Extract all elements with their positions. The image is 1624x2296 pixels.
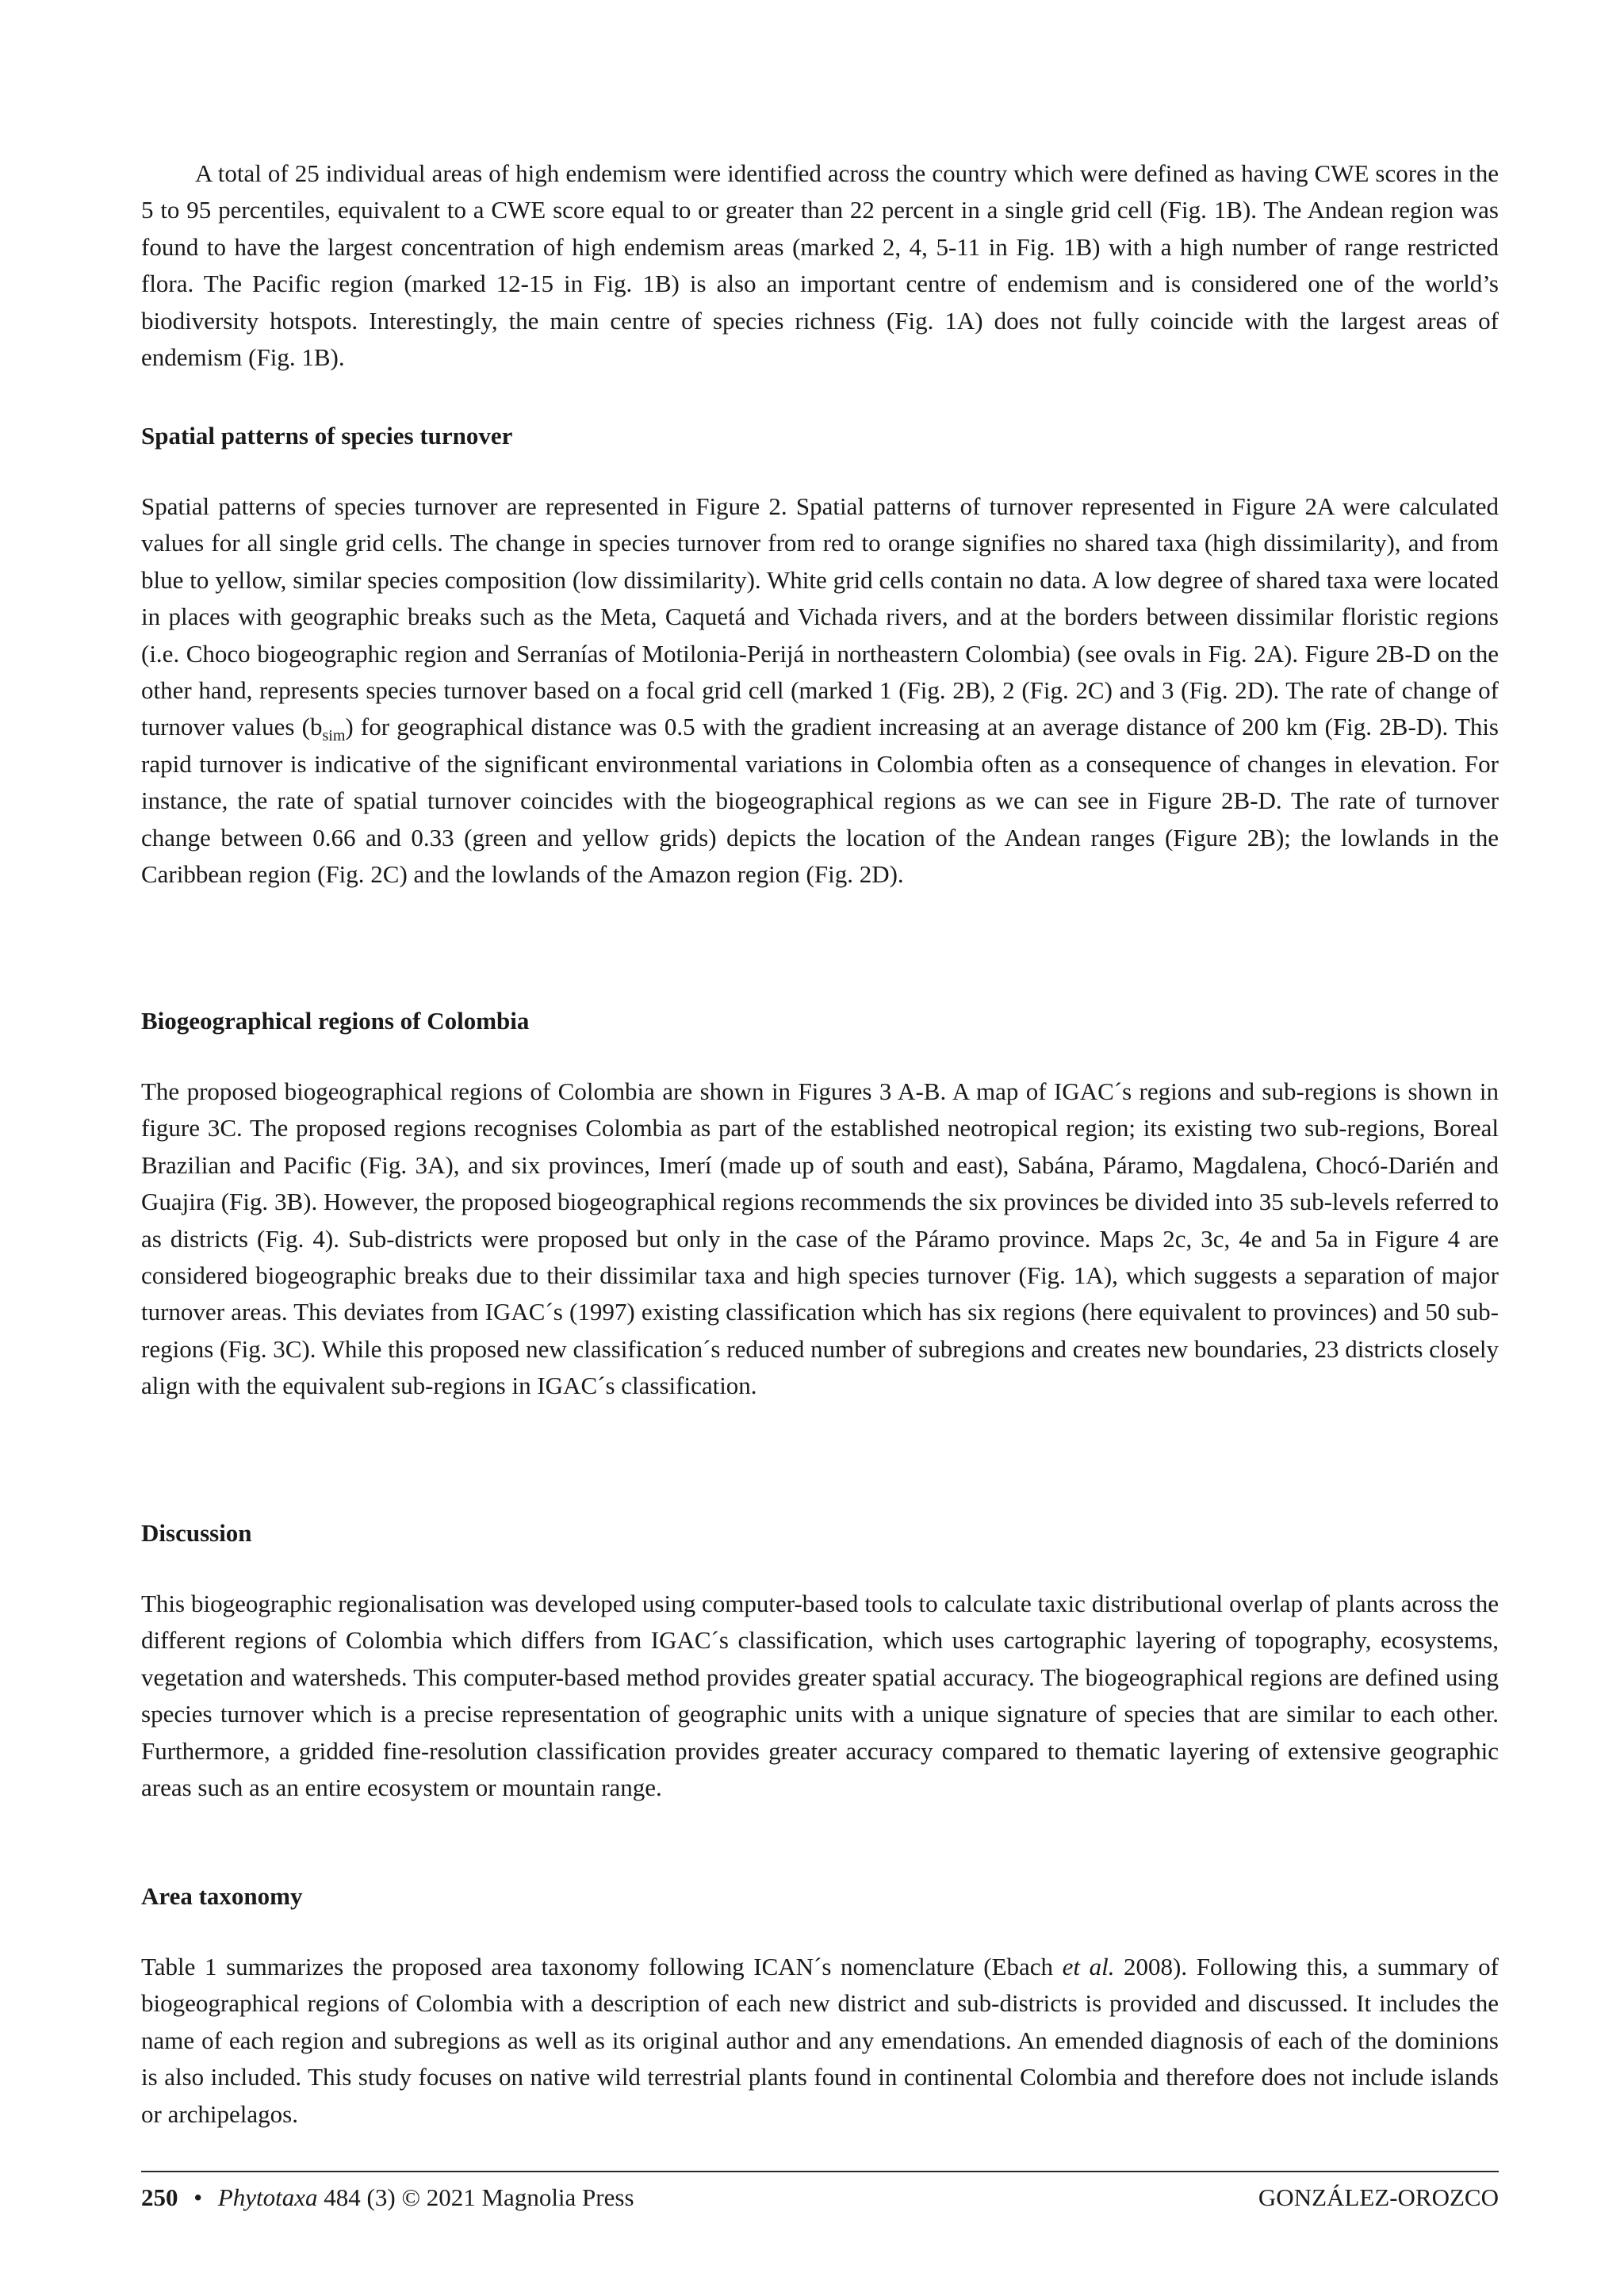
turnover-text-a: Spatial patterns of species turnover are represented in Figure 2. Spatial patterns of turnover represented in Figure 2A were calculated values for all single grid cells. The change in species turnover from red to orange signifies no shared taxa (high dissimilarity), and from blue to yellow, similar species composition (low dissimilarity). White grid cells contain no data. A low degree of shared taxa were located in places with geographic breaks such as the Meta, Caquetá and Vichada rivers, and at the borders between dissimilar floristic regions (i.e. Choco biogeographic region and Serranías of Motilonia-Perijá in northeastern Colombia) (see ovals in Fig. 2A). Figure 2B-D on the other hand, represents species turnover based on a focal grid cell (marked 1 (Fig. 2B), 2 (Fig. 2C) and 3 (Fig. 2D). The rate of change of turnover values (b — [141, 492, 1499, 741]
journal-citation: 484 (3) © 2021 Magnolia Press — [317, 2183, 634, 2211]
taxonomy-paragraph-block — [141, 1949, 1499, 2133]
discussion-paragraph-block — [141, 1586, 1499, 1806]
regions-heading-block — [141, 1005, 1499, 1037]
taxonomy-paragraph — [141, 1949, 1499, 2133]
endemism-paragraph-block — [141, 155, 1499, 376]
taxonomy-heading: Area taxonomy — [141, 1882, 303, 1910]
turnover-paragraph — [141, 488, 1499, 893]
taxonomy-text-b: 2008). Following this, a summary of biogeographical regions of Colombia with a description of each new district and sub-districts is provided and discussed. It includes the name of each region and subregions as well as its original author and any emendations. An emended diagnosis of each of the dominions is also included. This study focuses on native wild terrestrial plants found in continental Colombia and therefore does not include islands or archipelagos. — [141, 1953, 1499, 2128]
taxonomy-heading-block — [141, 1881, 1499, 1912]
turnover-heading: Spatial patterns of species turnover — [141, 422, 513, 450]
footer-bullet: • — [193, 2183, 203, 2211]
turnover-text-b: ) for geographical distance was 0.5 with the gradient increasing at an average distance of 200 km (Fig. 2B-D). This rapid turnover is indicative of the significant environmental variations in Colombia often as a consequence of changes in elevation. For instance, the rate of spatial turnover coincides with the biogeographical regions as we can see in Figure 2B-D. The rate of turnover change between 0.66 and 0.33 (green and yellow grids) depicts the location of the Andean ranges (Figure 2B); the lowlands in the Caribbean region (Fig. 2C) and the lowlands of the Amazon region (Fig. 2D). — [141, 713, 1499, 889]
regions-heading: Biogeographical regions of Colombia — [141, 1007, 530, 1035]
discussion-heading-block — [141, 1517, 1499, 1549]
taxonomy-text-a: Table 1 summarizes the proposed area taxonomy following ICAN´s nomenclature (Ebach — [141, 1953, 1063, 1980]
page-footer — [141, 2182, 1499, 2214]
taxonomy-etal: et al. — [1062, 1953, 1115, 1980]
footer-rule — [141, 2171, 1499, 2172]
turnover-subscript: sim — [322, 727, 346, 745]
journal-name: Phytotaxa — [217, 2183, 318, 2211]
footer-left — [141, 2182, 634, 2214]
regions-paragraph-block — [141, 1073, 1499, 1405]
regions-paragraph: The proposed biogeographical regions of Colombia are shown in Figures 3 A-B. A map of IGAC´s regions and sub-regions is shown in figure 3C. The proposed regions recognises Colombia as part of the established neotropical region; its existing two sub-regions, Boreal Brazilian and Pacific (Fig. 3A), and six provinces, Imerí (made up of south and east), Sabána, Páramo, Magdalena, Chocó-Darién and Guajira (Fig. 3B). However, the proposed biogeographical regions recommends the six provinces be divided into 35 sub-levels referred to as districts (Fig. 4). Sub-districts were proposed but only in the case of the Páramo province. Maps 2c, 3c, 4e and 5a in Figure 4 are considered biogeographic breaks due to their dissimilar taxa and high species turnover (Fig. 1A), which suggests a separation of major turnover areas. This deviates from IGAC´s (1997) existing classification which has six regions (here equivalent to provinces) and 50 sub-regions (Fig. 3C). While this proposed new classification´s reduced number of subregions and creates new boundaries, 23 districts closely align with the equivalent sub-regions in IGAC´s classification. — [141, 1077, 1499, 1400]
turnover-paragraph-block — [141, 488, 1499, 893]
discussion-paragraph: This biogeographic regionalisation was developed using computer-based tools to calculate taxic distributional overlap of plants across the different regions of Colombia which differs from IGAC´s classification, which uses cartographic layering of topography, ecosystems, vegetation and watersheds. This computer-based method provides greater spatial accuracy. The biogeographical regions are defined using species turnover which is a precise representation of geographic units with a unique signature of species that are similar to each other. Furthermore, a gridded fine-resolution classification provides greater accuracy compared to thematic layering of extensive geographic areas such as an entire ecosystem or mountain range. — [141, 1590, 1499, 1802]
turnover-heading-block — [141, 420, 1499, 452]
running-author: GONZÁLEZ-OROZCO — [1258, 2183, 1499, 2211]
endemism-paragraph: A total of 25 individual areas of high endemism were identified across the country which were defined as having CWE scores in the 5 to 95 percentiles, equivalent to a CWE score equal to or greater than 22 percent in a single grid cell (Fig. 1B). The Andean region was found to have the largest concentration of high endemism areas (marked 2, 4, 5-11 in Fig. 1B) with a high number of range restricted flora. The Pacific region (marked 12-15 in Fig. 1B) is also an important centre of endemism and is considered one of the world’s biodiversity hotspots. Interestingly, the main centre of species richness (Fig. 1A) does not fully coincide with the largest areas of endemism (Fig. 1B). — [141, 159, 1499, 372]
discussion-heading: Discussion — [141, 1519, 252, 1547]
page-number: 250 — [141, 2183, 178, 2211]
